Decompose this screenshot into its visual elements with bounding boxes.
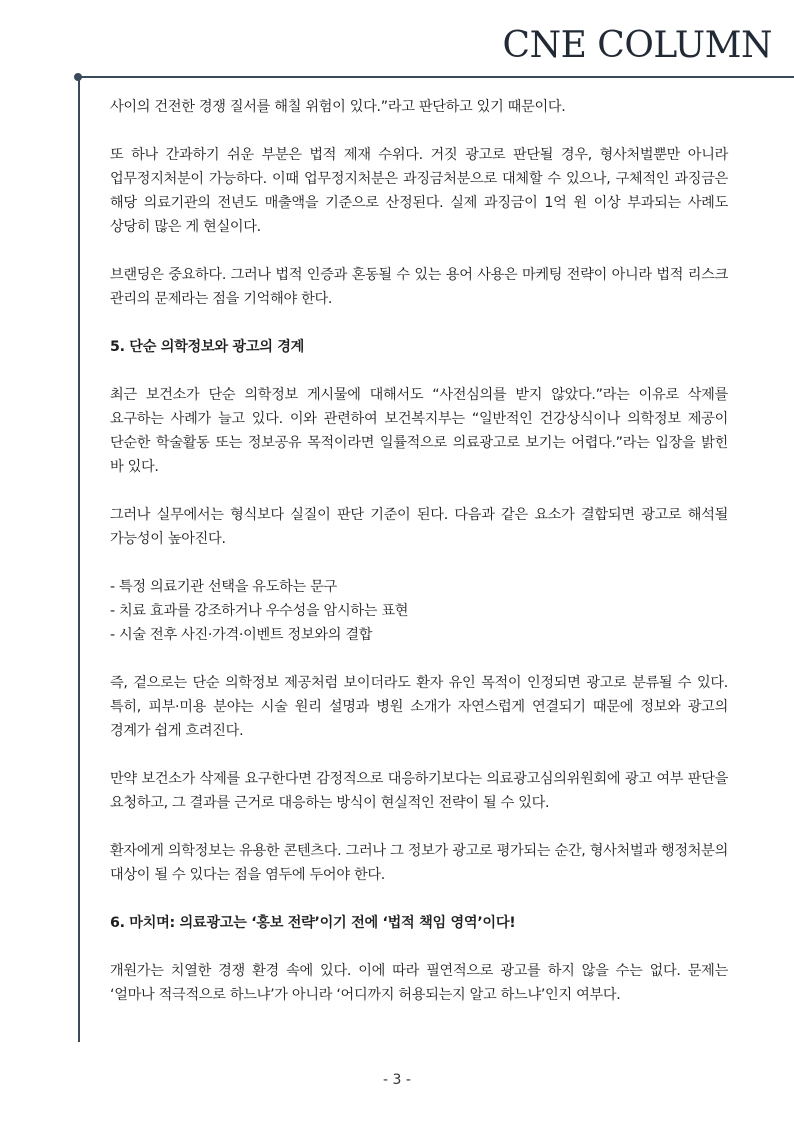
paragraph: 개원가는 치열한 경쟁 환경 속에 있다. 이에 따라 필연적으로 광고를 하지 않을 수는 없다. 문제는 ‘얼마나 적극적으로 하느냐’가 아니라 ‘어디까지 허용되는지 알고 하느냐’인지 여부다.	[110, 963, 728, 1003]
paragraph: 또 하나 간과하기 쉬운 부분은 법적 제재 수위다. 거짓 광고로 판단될 경우, 형사처벌뿐만 아니라 업무정지처분이 가능하다. 이때 업무정지처분은 과징금처분으로 대체할 수 있으나, 구체적인 과징금은 해당 의료기관의 전년도 매출액을 기준으로 산정된다. 실제 과징금이 1억 원 이상 부과되는 사례도 상당히 많은 게 현실이다.	[110, 147, 728, 235]
list-item: - 치료 효과를 강조하거나 우수성을 암시하는 표현	[110, 603, 409, 619]
section-heading-5: 5. 단순 의학정보와 광고의 경계	[110, 339, 305, 355]
paragraph: 그러나 실무에서는 형식보다 실질이 판단 기준이 된다. 다음과 같은 요소가 결합되면 광고로 해석될 가능성이 높아진다.	[110, 507, 728, 547]
paragraph: 즉, 겉으로는 단순 의학정보 제공처럼 보이더라도 환자 유인 목적이 인정되면 광고로 분류될 수 있다. 특히, 피부·미용 분야는 시술 원리 설명과 병원 소개가 자연스럽게 연결되기 때문에 정보와 광고의 경계가 쉽게 흐려진다.	[110, 675, 728, 739]
paragraph: 만약 보건소가 삭제를 요구한다면 감정적으로 대응하기보다는 의료광고심의위원회에 광고 여부 판단을 요청하고, 그 결과를 근거로 대응하는 방식이 현실적인 전략이 될 수 있다.	[110, 771, 728, 811]
paragraph: 브랜딩은 중요하다. 그러나 법적 인증과 혼동될 수 있는 용어 사용은 마케팅 전략이 아니라 법적 리스크 관리의 문제라는 점을 기억해야 한다.	[110, 267, 728, 307]
paragraph: 최근 보건소가 단순 의학정보 게시물에 대해서도 “사전심의를 받지 않았다.”라는 이유로 삭제를 요구하는 사례가 늘고 있다. 이와 관련하여 보건복지부는 “일반적인 건강상식이나 의학정보 제공이 단순한 학술활동 또는 정보공유 목적이라면 일률적으로 의료광고로 보기는 어렵다.”라는 입장을 밝힌 바 있다.	[110, 387, 728, 475]
list-item: - 특정 의료기관 선택을 유도하는 문구	[110, 579, 337, 595]
margin-rule	[78, 76, 80, 1042]
paragraph: 환자에게 의학정보는 유용한 콘텐츠다. 그러나 그 정보가 광고로 평가되는 순간, 형사처벌과 행정처분의 대상이 될 수 있다는 점을 염두에 두어야 한다.	[110, 843, 728, 883]
masthead-title: CNE COLUMN	[502, 25, 772, 66]
factor-list	[110, 575, 728, 647]
section-heading-6: 6. 마치며: 의료광고는 ‘홍보 전략’이기 전에 ‘법적 책임 영역’이다!	[110, 915, 516, 931]
page-number: - 3 -	[383, 1072, 411, 1088]
header-rule	[78, 76, 794, 78]
list-item: - 시술 전후 사진·가격·이벤트 정보와의 결합	[110, 627, 373, 643]
article-body	[110, 95, 728, 1031]
paragraph: 사이의 건전한 경쟁 질서를 해칠 위험이 있다.”라고 판단하고 있기 때문이다.	[110, 99, 566, 115]
